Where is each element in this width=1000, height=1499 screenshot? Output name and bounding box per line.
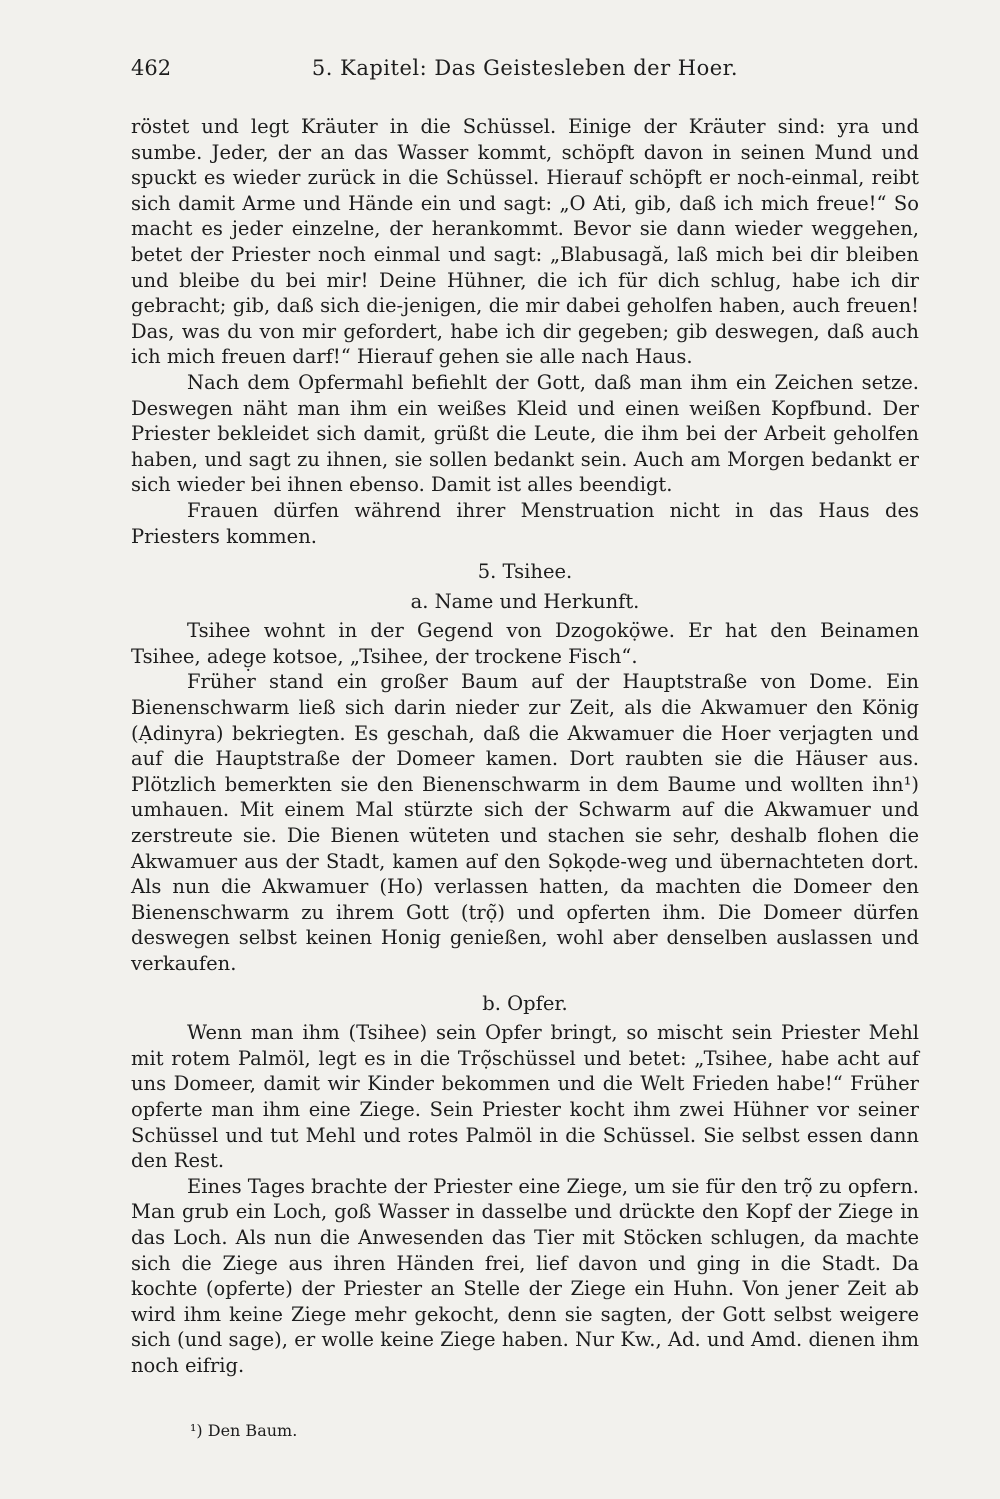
paragraph: Tsihee wohnt in der Gegend von Dzogokọ̈we. Er hat den Beinamen Tsihee, adeg̣e kotsoe, „Tsihee, der trockene Fisch“. [131,619,919,668]
paragraph: Wenn man ihm (Tsihee) sein Opfer bringt, so mischt sein Priester Mehl mit rotem Palmöl, legt es in die Trọ̃schüssel und betet: „Tsihee, habe acht auf uns Domeer, damit wir Kinder bekommen und die Welt Frieden habe!“ Früher opferte man ihm eine Ziege. Sein Priester kocht ihm zwei Hühner vor seiner Schüssel und tut Mehl und rotes Palmöl in die Schüssel. Sie selbst essen dann den Rest. [131,1021,919,1173]
section-heading: 5. Tsihee. [477,560,573,584]
running-title: 5. Kapitel: Das Geistesleben der Hoer. [311,56,739,80]
subheading-sacrifice: b. Opfer. [482,991,568,1015]
subheading-name-origin: a. Name und Herkunft. [410,589,640,613]
paragraph: Eines Tages brachte der Priester eine Ziege, um sie für den trọ̃ zu opfern. Man grub ein Loch, goß Wasser in dasselbe und drückte den Kopf der Ziege in das Loch. Als nun die Anwesenden das Tier mit Stöcken schlugen, da machte sich die Ziege aus ihren Händen frei, lief davon und ging in die Stadt. Da kochte (opferte) der Priester an Stelle der Ziege ein Huhn. Von jener Zeit ab wird ihm keine Ziege mehr gekocht, denn sie sagten, der Gott selbst weigere sich (und sage), er wolle keine Ziege haben. Nur Kw., Ad. und Amd. dienen ihm noch eifrig. [131,1174,919,1377]
paragraph: Früher stand ein großer Baum auf der Hauptstraße von Dome. Ein Bienenschwarm ließ sich darin nieder zur Zeit, als die Akwamuer den König (Ạdinyra) bekriegten. Es geschah, daß die Akwamuer die Hoer verjagten und auf die Hauptstraße der Domeer kamen. Dort raubten sie die Häuser aus. Plötzlich bemerkten sie den Bienenschwarm in dem Baume und wollten ihn¹) umhauen. Mit einem Mal stürzte sich der Schwarm auf die Akwamuer und zerstreute sie. Die Bienen wüteten und stachen sie sehr, deshalb flohen die Akwamuer aus der Stadt, kamen auf den Sọkọde-weg und übernachteten dort. Als nun die Akwamuer (Ho) verlassen hatten, da machten die Domeer den Bienenschwarm zu ihrem Gott (trọ̃) und opferten ihm. Die Domeer dürfen deswegen selbst keinen Honig genießen, wohl aber denselben auslassen und verkaufen. [131,670,919,975]
page-number: 462 [131,56,172,80]
paragraph: Nach dem Opfermahl befiehlt der Gott, daß man ihm ein Zeichen setze. Deswegen näht man ihm ein weißes Kleid und einen weißen Kopfbund. Der Priester bekleidet sich damit, grüßt die Leute, die ihm bei der Arbeit geholfen haben, und sagt zu ihnen, sie sollen bedankt sein. Auch am Morgen bedankt er sich wieder bei ihnen ebenso. Damit ist alles beendigt. [131,370,919,497]
page-body [131,114,919,1379]
paragraph: Frauen dürfen während ihrer Menstruation nicht in das Haus des Priesters kommen. [131,498,919,548]
paragraph-continued: röstet und legt Kräuter in die Schüssel. Einige der Kräuter sind: yra und sumbe. Jeder, der an das Wasser kommt, schöpft davon in seinen Mund und spuckt es wieder zurück in die Schüssel. Hierauf schöpft er noch-einmal, reibt sich damit Arme und Hände ein und sagt: „O Ati, gib, daß ich mich freue!“ So macht es jeder einzelne, der herankommt. Bevor sie dann wieder weggehen, betet der Priester noch einmal und sagt: „Blabusagă, laß mich bei dir bleiben und bleibe du bei mir! Deine Hühner, die ich für dich schlug, habe ich dir gebracht; gib, daß sich die-jenigen, die mir dabei geholfen haben, auch freuen! Das, was du von mir gefordert, habe ich dir gegeben; gib deswegen, daß auch ich mich freuen darf!“ Hierauf gehen sie alle nach Haus. [131,115,919,369]
footnote: ¹) Den Baum. [190,1421,298,1440]
running-header [131,56,919,88]
